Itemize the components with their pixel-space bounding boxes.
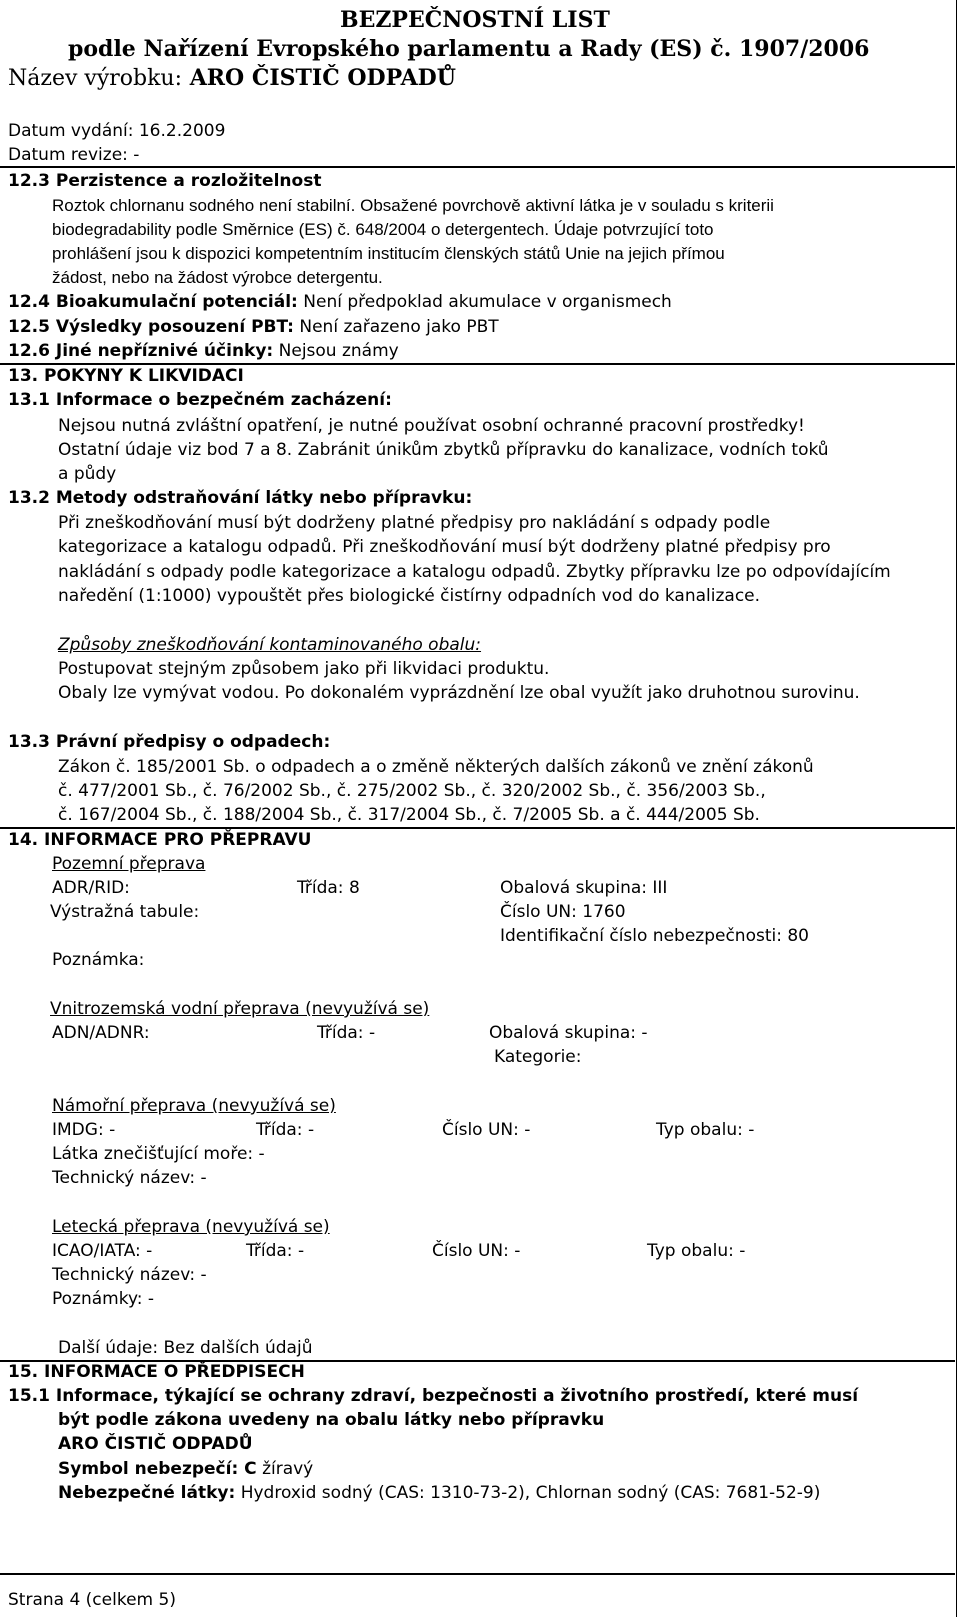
s12-3-line: Roztok chlornanu sodného není stabilní. Obsažené povrchově aktivní látka je v souladu s kriterii xyxy=(52,196,774,215)
s12-3-line: biodegradability podle Směrnice (ES) č. 648/2004 o detergentech. Údaje potvrzující toto xyxy=(52,220,714,239)
air-technical-name: Technický název: - xyxy=(52,1265,207,1285)
air-transport-heading: Letecká přeprava (nevyužívá se) xyxy=(52,1217,330,1237)
hazard-symbol-row xyxy=(58,1459,313,1479)
s12-5-label: 12.5 Výsledky posouzení PBT: xyxy=(8,317,294,337)
section-divider xyxy=(0,363,955,365)
marine-pollutant: Látka znečišťující moře: - xyxy=(52,1144,265,1164)
warning-board-label: Výstražná tabule: xyxy=(50,902,200,922)
adr-class: Třída: 8 xyxy=(297,878,360,898)
packaging-line: Postupovat stejným způsobem jako při likvidaci produktu. xyxy=(58,659,550,679)
s12-6-row xyxy=(8,341,399,361)
s12-3-line: prohlášení jsou k dispozici kompetentním institucím členských států Unie na jejich přímou xyxy=(52,244,725,263)
regulation-line: podle Nařízení Evropského parlamentu a Rady (ES) č. 1907/2006 xyxy=(68,36,870,62)
s12-4-value: Není předpoklad akumulace v organismech xyxy=(303,292,672,312)
s13-2-line: naředění (1:1000) vypouštět přes biologické čistírny odpadních vod do kanalizace. xyxy=(58,586,761,606)
s12-5-value: Není zařazeno jako PBT xyxy=(299,317,499,337)
adn-class: Třída: - xyxy=(317,1023,376,1043)
land-transport-heading: Pozemní přeprava xyxy=(52,854,206,874)
icao-package-type: Typ obalu: - xyxy=(647,1241,746,1261)
adn-packing-group: Obalová skupina: - xyxy=(489,1023,648,1043)
s14-heading: 14. INFORMACE PRO PŘEPRAVU xyxy=(8,830,312,850)
s12-6-label: 12.6 Jiné nepříznivé účinky: xyxy=(8,341,274,361)
hazard-symbol-value: žíravý xyxy=(262,1459,314,1479)
hazard-id: Identifikační číslo nebezpečnosti: 80 xyxy=(500,926,809,946)
s15-1-heading-cont: být podle zákona uvedeny na obalu látky nebo přípravku xyxy=(58,1410,605,1430)
imdg-package-type: Typ obalu: - xyxy=(656,1120,755,1140)
hazardous-substances-value: Hydroxid sodný (CAS: 1310-73-2), Chlornan sodný (CAS: 7681-52-9) xyxy=(240,1483,821,1503)
s13-3-line: Zákon č. 185/2001 Sb. o odpadech a o změně některých dalších zákonů ve znění zákonů xyxy=(58,757,814,777)
inland-transport-heading: Vnitrozemská vodní přeprava (nevyužívá se) xyxy=(50,999,430,1019)
adn-category: Kategorie: xyxy=(494,1047,582,1067)
adr-packing-group: Obalová skupina: III xyxy=(500,878,668,898)
s13-1-heading: 13.1 Informace o bezpečném zacházení: xyxy=(8,390,392,410)
s12-4-row xyxy=(8,292,672,312)
s13-3-line: č. 477/2001 Sb., č. 76/2002 Sb., č. 275/2002 Sb., č. 320/2002 Sb., č. 356/2003 Sb., xyxy=(58,781,766,801)
land-note-label: Poznámka: xyxy=(52,950,145,970)
s13-2-line: nakládání s odpady podle kategorizace a katalogu odpadů. Zbytky přípravku lze po odpovídajícím xyxy=(58,562,891,582)
s13-1-line: Nejsou nutná zvláštní opatření, je nutné používat osobní ochranné pracovní prostředky! xyxy=(58,416,805,436)
icao-un-number: Číslo UN: - xyxy=(432,1241,521,1261)
imdg-class: Třída: - xyxy=(256,1120,315,1140)
icao-label: ICAO/IATA: - xyxy=(52,1241,153,1261)
s13-2-line: Při zneškodňování musí být dodrženy platné předpisy pro nakládání s odpady podle xyxy=(58,513,771,533)
imdg-un-number: Číslo UN: - xyxy=(442,1120,531,1140)
header-divider xyxy=(0,166,955,168)
s15-1-heading: 15.1 Informace, týkající se ochrany zdraví, bezpečnosti a životního prostředí, které musí xyxy=(8,1386,859,1406)
document-title: BEZPEČNOSTNÍ LIST xyxy=(340,7,610,33)
imdg-label: IMDG: - xyxy=(52,1120,116,1140)
s12-3-line: žádost, nebo na žádost výrobce detergentu. xyxy=(52,268,383,287)
s13-3-line: č. 167/2004 Sb., č. 188/2004 Sb., č. 317/2004 Sb., č. 7/2005 Sb. a č. 444/2005 Sb. xyxy=(58,805,760,825)
footer-divider xyxy=(0,1573,955,1575)
un-number: Číslo UN: 1760 xyxy=(500,902,626,922)
s13-heading: 13. POKYNY K LIKVIDACI xyxy=(8,366,244,386)
sea-technical-name: Technický název: - xyxy=(52,1168,207,1188)
hazardous-substances-label: Nebezpečné látky: xyxy=(58,1483,236,1503)
s12-4-label: 12.4 Bioakumulační potenciál: xyxy=(8,292,298,312)
section-divider xyxy=(0,827,955,829)
adr-label: ADR/RID: xyxy=(52,878,130,898)
adn-label: ADN/ADNR: xyxy=(52,1023,150,1043)
s12-6-value: Nejsou známy xyxy=(278,341,399,361)
s13-2-line: kategorizace a katalogu odpadů. Při zneškodňování musí být dodrženy platné předpisy pro xyxy=(58,537,831,557)
s13-2-heading: 13.2 Metody odstraňování látky nebo přípravku: xyxy=(8,488,473,508)
product-name-row xyxy=(8,65,456,92)
other-info: Další údaje: Bez dalších údajů xyxy=(58,1338,313,1358)
revision-date: Datum revize: - xyxy=(8,145,140,165)
s12-5-row xyxy=(8,317,499,337)
product-label: Název výrobku: xyxy=(8,66,183,91)
hazardous-substances-row xyxy=(58,1483,820,1503)
hazard-symbol-label: Symbol nebezpečí: C xyxy=(58,1459,257,1479)
packaging-line: Obaly lze vymývat vodou. Po dokonalém vyprázdnění lze obal využít jako druhotnou surovinu. xyxy=(58,683,860,703)
air-notes: Poznámky: - xyxy=(52,1289,155,1309)
page-number: Strana 4 (celkem 5) xyxy=(8,1590,176,1610)
s13-3-heading: 13.3 Právní předpisy o odpadech: xyxy=(8,732,331,752)
sea-transport-heading: Námořní přeprava (nevyužívá se) xyxy=(52,1096,336,1116)
packaging-disposal-heading: Způsoby zneškodňování kontaminovaného obalu: xyxy=(58,635,482,655)
s15-heading: 15. INFORMACE O PŘEDPISECH xyxy=(8,1362,305,1382)
s12-3-heading: 12.3 Perzistence a rozložitelnost xyxy=(8,171,322,191)
s13-1-line: a půdy xyxy=(58,464,117,484)
product-name: ARO ČISTIČ ODPADŮ xyxy=(189,65,456,91)
icao-class: Třída: - xyxy=(246,1241,305,1261)
s13-1-line: Ostatní údaje viz bod 7 a 8. Zabránit únikům zbytků přípravku do kanalizace, vodních toků xyxy=(58,440,829,460)
issue-date: Datum vydání: 16.2.2009 xyxy=(8,121,226,141)
s15-product-name: ARO ČISTIČ ODPADŮ xyxy=(58,1434,253,1454)
